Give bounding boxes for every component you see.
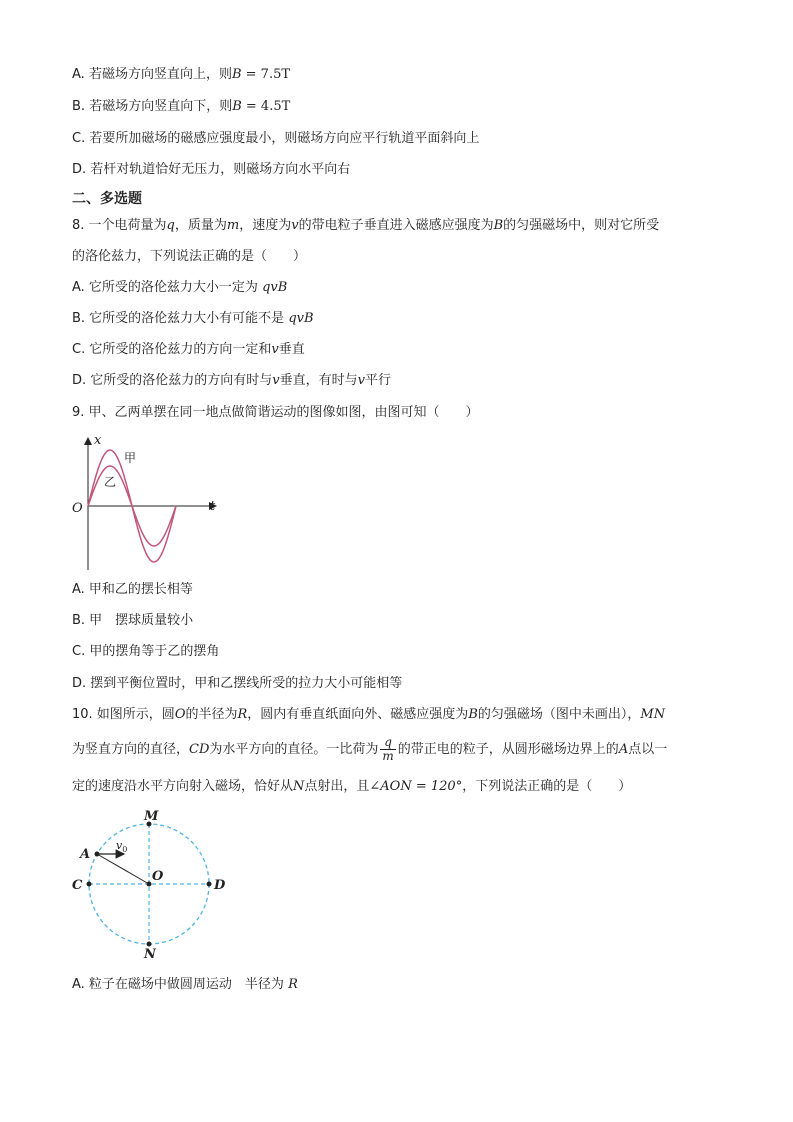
q8-stem-line1: 8. 一个电荷量为q，质量为m，速度为v的带电粒子垂直进入磁感应强度为B的匀强磁场中，则对它所受 bbox=[72, 218, 660, 233]
q10-charge-mass-fraction: $\frac{q}{m}$ bbox=[382, 735, 394, 763]
q10-stem-line1: 10. 如图所示，圆O的半径为R，圆内有垂直纸面向外、磁感应强度为B的匀强磁场（图中未画出），MN bbox=[72, 707, 666, 722]
q9-option-d: D. 摆到平衡位置时，甲和乙摆线所受的拉力大小可能相等 bbox=[72, 676, 403, 691]
q10-label-d: D bbox=[214, 878, 226, 893]
q9-option-a: A. 甲和乙的摆长相等 bbox=[72, 582, 193, 597]
q10-label-m: M bbox=[144, 809, 159, 824]
q8-option-b: B. 它所受的洛伦兹力大小有可能不是 qvB bbox=[72, 311, 314, 326]
q10-label-o: O bbox=[152, 869, 164, 884]
q10-circle-diagram bbox=[66, 800, 236, 960]
q9-option-c: C. 甲的摆角等于乙的摆角 bbox=[72, 644, 220, 659]
q9-curve-yi-label: 乙 bbox=[104, 475, 117, 489]
q10-label-a: A bbox=[80, 847, 91, 862]
q9-stem: 9. 甲、乙两单摆在同一地点做简谐运动的图像如图，由图可知（ ） bbox=[72, 405, 479, 420]
q9-origin-label: O bbox=[72, 501, 83, 516]
q10-point-a bbox=[95, 852, 100, 857]
q9-x-label: x bbox=[94, 433, 102, 448]
q10-stem-line3: 定的速度沿水平方向射入磁场，恰好从N点射出，且∠AON = 120°，下列说法正确的是（ ） bbox=[72, 779, 632, 794]
q10-label-c: C bbox=[72, 878, 83, 893]
q10-point-c bbox=[87, 882, 92, 887]
q10-label-v0: $v_0$ bbox=[116, 839, 128, 854]
q9-oscillation-graph bbox=[66, 428, 226, 574]
q8-option-c: C. 它所受的洛伦兹力的方向一定和v垂直 bbox=[72, 342, 305, 357]
q7-option-b: B. 若磁场方向竖直向下，则B = 4.5T bbox=[72, 99, 291, 114]
q7-option-d: D. 若杆对轨道恰好无压力，则磁场方向水平向右 bbox=[72, 162, 351, 177]
q10-stem-line2: 为竖直方向的直径，CD为水平方向的直径。一比荷为 $\frac{q}{m}$ 的带正电的粒子，从圆形磁场边界上的A点以一 bbox=[72, 735, 668, 763]
q10-segment-ao bbox=[97, 854, 149, 884]
q10-point-d bbox=[207, 882, 212, 887]
q10-point-o bbox=[147, 882, 152, 887]
q10-option-a: A. 粒子在磁场中做圆周运动 半径为 R bbox=[72, 977, 298, 992]
section-heading: 二、多选题 bbox=[72, 191, 142, 207]
q10-label-n: N bbox=[144, 947, 156, 960]
q10-point-n bbox=[147, 942, 152, 947]
q8-option-a: A. 它所受的洛伦兹力大小一定为 qvB bbox=[72, 280, 288, 295]
q9-option-b: B. 甲 摆球质量较小 bbox=[72, 613, 194, 628]
q7-option-c: C. 若要所加磁场的磁感应强度最小，则磁场方向应平行轨道平面斜向上 bbox=[72, 131, 480, 146]
q8-option-d: D. 它所受的洛伦兹力的方向有时与v垂直，有时与v平行 bbox=[72, 373, 392, 388]
q9-curve-jia-label: 甲 bbox=[124, 451, 137, 465]
q7-option-a: A. 若磁场方向竖直向上，则B = 7.5T bbox=[72, 67, 291, 82]
q9-t-label: t bbox=[210, 499, 216, 514]
q8-stem-line2: 的洛伦兹力，下列说法正确的是（ ） bbox=[72, 249, 307, 264]
